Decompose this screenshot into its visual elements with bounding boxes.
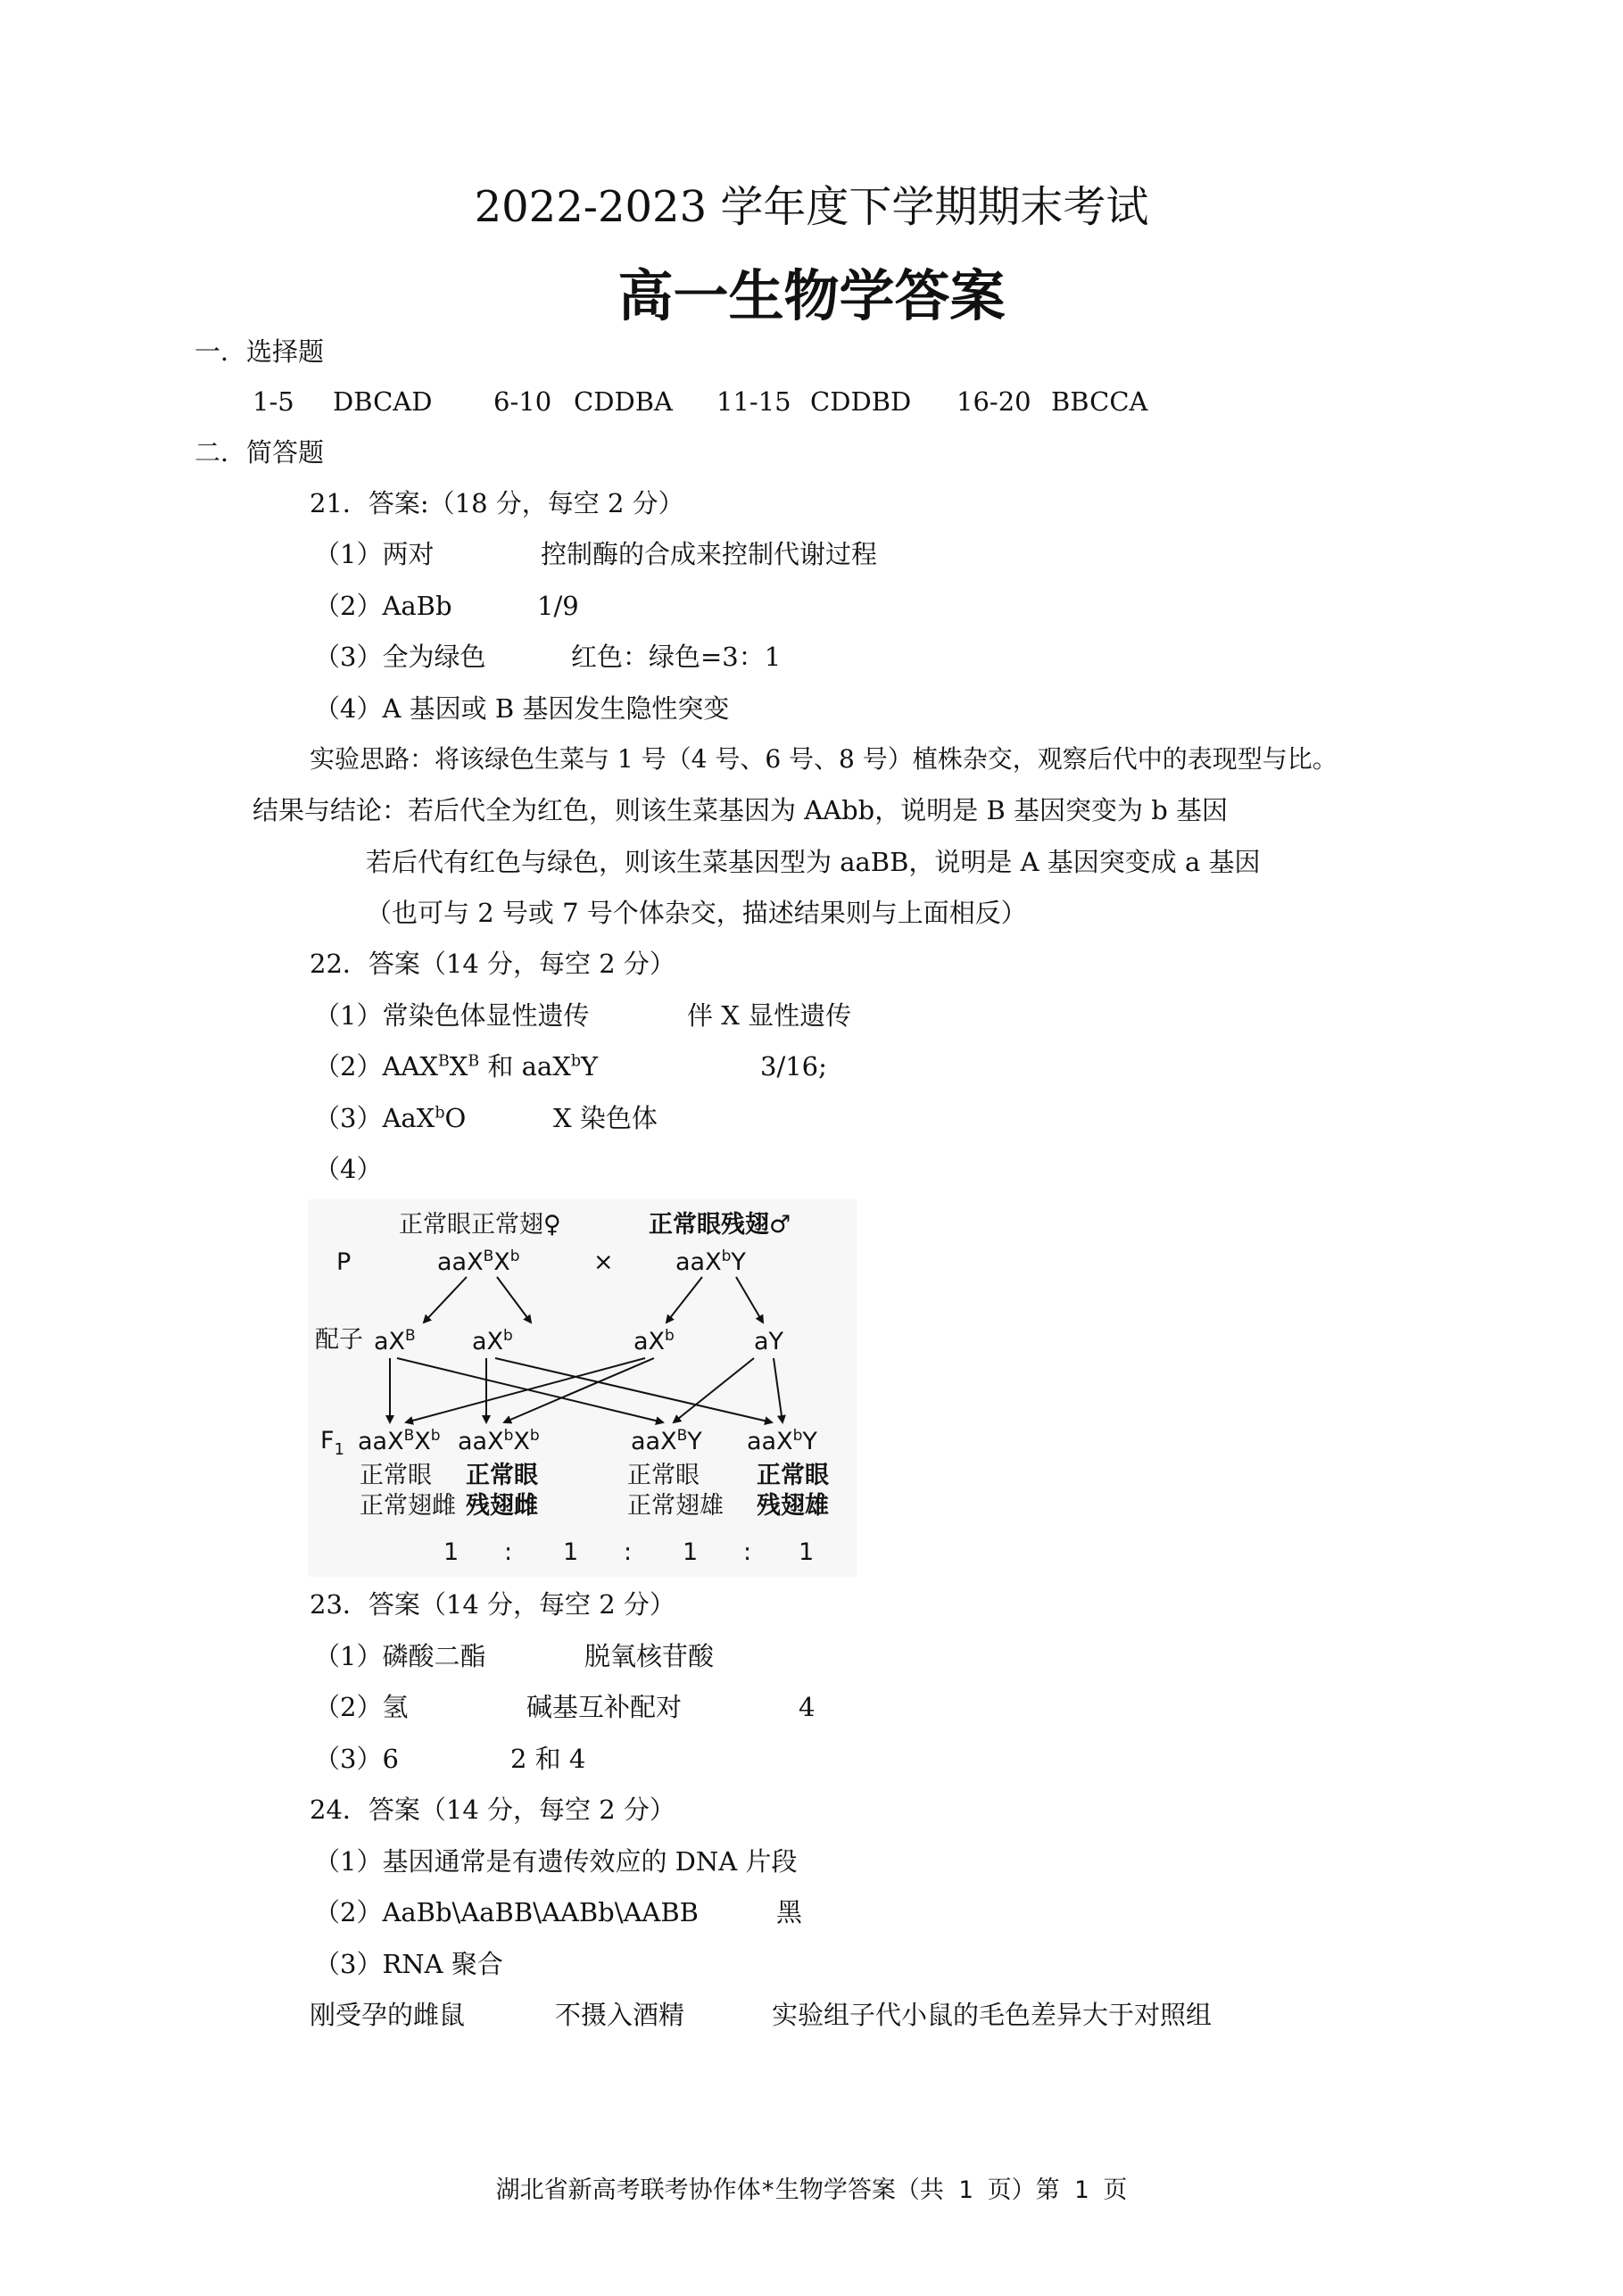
ratio-1: 1 xyxy=(443,1538,460,1566)
offspring-2-phenotype-wing: 残翅雌 xyxy=(466,1492,538,1520)
choice-answer-4: BBCCA xyxy=(1051,386,1148,417)
q21-part2-b: 1/9 xyxy=(537,591,579,621)
q23-part1-b: 脱氧核苷酸 xyxy=(584,1641,715,1671)
q24-title: 24．答案（14 分，每空 2 分） xyxy=(310,1795,675,1825)
ratio-sep-2: : xyxy=(624,1538,633,1566)
arrow-pm-g4 xyxy=(736,1277,763,1322)
section-short-answer-heading: 二．简答题 xyxy=(195,437,325,468)
q21-result-1: 结果与结论：若后代全为红色，则该生菜基因为 AAbb，说明是 B 基因突变为 b 基因 xyxy=(253,795,1228,825)
gamete-3: $aX^b$ xyxy=(633,1327,675,1355)
choice-answer-3: CDDBD xyxy=(810,386,912,417)
q22-part2-b: 3/16; xyxy=(760,1051,827,1082)
arrow-pf-g1 xyxy=(424,1277,467,1322)
label-f1: $F_1$ xyxy=(320,1427,344,1459)
offspring-1-phenotype-wing: 正常翅雌 xyxy=(360,1492,456,1520)
offspring-1-genotype: $aaX^BX^b$ xyxy=(358,1427,441,1455)
q21-title: 21．答案:（18 分，每空 2 分） xyxy=(310,488,684,518)
choice-range-2: 6-10 xyxy=(493,386,552,417)
section-choice-heading: 一．选择题 xyxy=(195,336,325,367)
q22-part4: （4） xyxy=(314,1154,383,1184)
q21-part4: （4）A 基因或 B 基因发生隐性突变 xyxy=(314,693,730,724)
q22-part1-b: 伴 X 显性遗传 xyxy=(687,1000,852,1031)
q21-result-2: 若后代有红色与绿色，则该生菜基因型为 aaBB，说明是 A 基因突变成 a 基因 xyxy=(366,847,1261,877)
q24-part4-c: 实验组子代小鼠的毛色差异大于对照组 xyxy=(772,2000,1213,2030)
q21-part3-a: （3）全为绿色 xyxy=(314,642,486,672)
q22-part3-b: X 染色体 xyxy=(553,1103,658,1133)
q22-part2-a: $(2)AAX^BX^B$ 和 aaX$^b$Y xyxy=(314,1051,599,1082)
q21-part3-b: 红色：绿色=3：1 xyxy=(571,642,782,672)
q21-part1-b: 控制酶的合成来控制代谢过程 xyxy=(541,539,878,569)
choice-answer-1: DBCAD xyxy=(333,386,433,417)
offspring-3-phenotype-eye: 正常眼 xyxy=(627,1462,700,1489)
parent-male-genotype: aaX$^b$Y xyxy=(675,1247,746,1276)
q23-part1-a: （1）磷酸二酯 xyxy=(314,1641,486,1671)
ratio-2: 1 xyxy=(563,1538,579,1566)
offspring-3-phenotype-wing: 正常翅雄 xyxy=(627,1492,724,1520)
gamete-4: aY xyxy=(754,1328,784,1355)
cross-symbol: × xyxy=(593,1248,614,1276)
page-footer: 湖北省新高考联考协作体*生物学答案（共 1 页）第 1 页 xyxy=(495,2176,1128,2204)
parent-female-genotype: $aaX^BX^b$ xyxy=(437,1247,520,1276)
q24-part4-a: 刚受孕的雌鼠 xyxy=(310,2000,466,2030)
q22-part3-a: （3）AaX$^b$O xyxy=(314,1103,467,1133)
offspring-2-genotype: $aaX^bX^b$ xyxy=(458,1427,540,1455)
q22-title: 22．答案（14 分，每空 2 分） xyxy=(310,949,675,979)
q22-part1-a: （1）常染色体显性遗传 xyxy=(314,1000,590,1031)
choice-range-4: 16-20 xyxy=(956,386,1031,417)
q21-part1-a: （1）两对 xyxy=(314,539,435,569)
q24-part2-b: 黑 xyxy=(776,1897,803,1927)
gamete-1: $aX^B$ xyxy=(374,1327,416,1355)
arrow-pf-g2 xyxy=(497,1277,531,1322)
q24-part1: （1）基因通常是有遗传效应的 DNA 片段 xyxy=(314,1846,798,1877)
arrow-g4-o4 xyxy=(774,1358,783,1422)
q24-part3: （3）RNA 聚合 xyxy=(314,1949,503,1979)
ratio-3: 1 xyxy=(683,1538,699,1566)
q21-experiment-idea: 实验思路：将该绿色生菜与 1 号（4 号、6 号、8 号）植株杂交，观察后代中的表现型与比。 xyxy=(310,744,1337,774)
offspring-4-genotype: aaX$^b$Y xyxy=(747,1427,817,1455)
offspring-4-phenotype-wing: 残翅雄 xyxy=(757,1492,829,1520)
q24-part2-a: （2）AaBb\AaBB\AABb\AABB xyxy=(314,1897,699,1927)
choice-answer-2: CDDBA xyxy=(574,386,673,417)
exam-title: 2022-2023 学年度下学期期末考试 xyxy=(474,182,1149,232)
choice-range-3: 11-15 xyxy=(716,386,791,417)
ratio-4: 1 xyxy=(799,1538,815,1566)
q23-part3-a: （3）6 xyxy=(314,1744,399,1774)
parent-female-phenotype: 正常眼正常翅♀ xyxy=(399,1211,561,1239)
q21-result-3: （也可与 2 号或 7 号个体杂交，描述结果则与上面相反） xyxy=(366,898,1027,928)
label-gametes: 配子 xyxy=(315,1326,363,1354)
offspring-3-genotype: aaX$^B$Y xyxy=(631,1427,702,1455)
ratio-sep-3: : xyxy=(743,1538,752,1566)
q23-part2-b: 碱基互补配对 xyxy=(526,1692,683,1722)
arrow-g1-o3 xyxy=(397,1358,663,1422)
q21-part2-a: （2）AaBb xyxy=(314,591,452,621)
offspring-1-phenotype-eye: 正常眼 xyxy=(360,1462,432,1489)
q24-part4-b: 不摄入酒精 xyxy=(555,2000,685,2030)
choice-range-1: 1-5 xyxy=(253,386,294,417)
q23-part3-b: 2 和 4 xyxy=(510,1744,586,1774)
ratio-sep-1: : xyxy=(504,1538,513,1566)
label-p: P xyxy=(336,1248,352,1276)
answer-title: 高一生物学答案 xyxy=(617,263,1006,328)
q23-part2-c: 4 xyxy=(799,1692,816,1722)
genetic-cross-diagram xyxy=(308,1199,857,1577)
arrow-pm-g3 xyxy=(667,1277,702,1322)
gamete-2: $aX^b$ xyxy=(472,1327,513,1355)
q23-part2-a: （2）氢 xyxy=(314,1692,409,1722)
parent-male-phenotype: 正常眼残翅♂ xyxy=(649,1211,791,1239)
offspring-2-phenotype-eye: 正常眼 xyxy=(466,1462,538,1489)
q23-title: 23．答案（14 分，每空 2 分） xyxy=(310,1589,675,1620)
arrow-g4-o3 xyxy=(674,1358,754,1422)
offspring-4-phenotype-eye: 正常眼 xyxy=(757,1462,829,1489)
